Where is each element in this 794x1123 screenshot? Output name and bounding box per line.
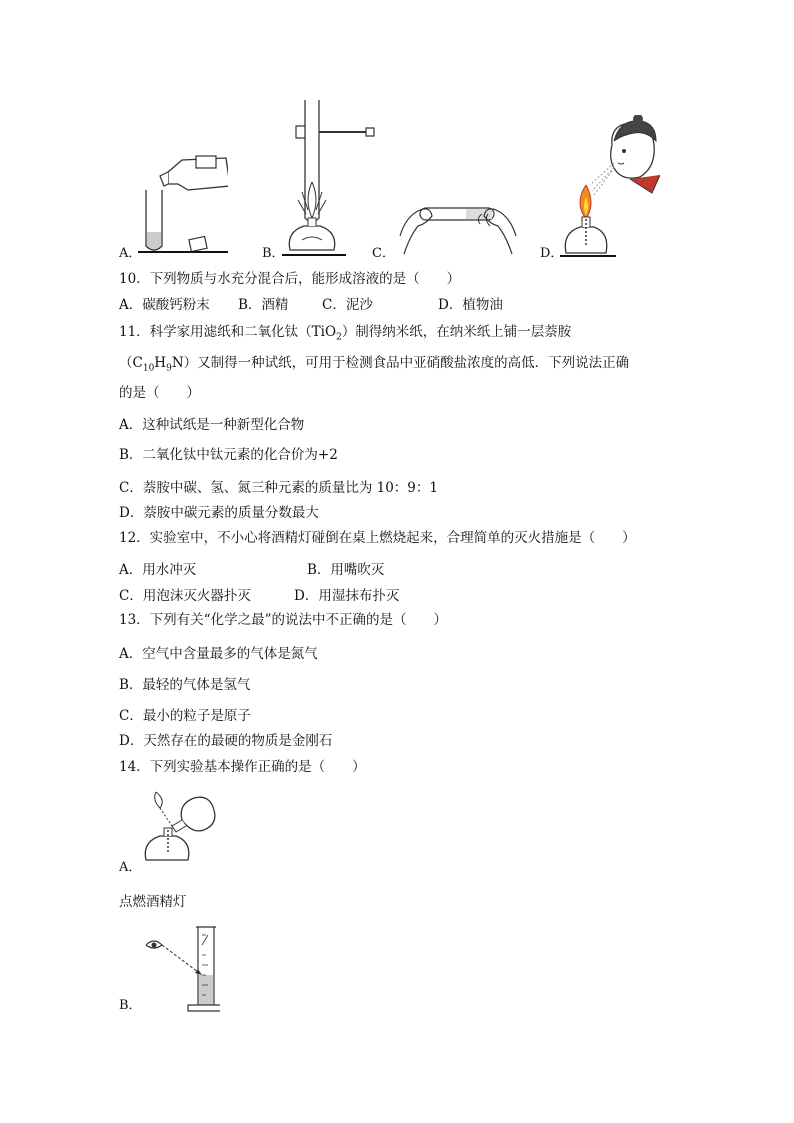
q14-label-b: B． [119, 998, 142, 1013]
q11-option-d: D．萘胺中碳元素的质量分数最大 [119, 505, 319, 521]
q13-option-a: A．空气中含量最多的气体是氮气 [119, 646, 318, 662]
q11-stem-line1 [119, 322, 571, 342]
q10-option-c: C．泥沙 [322, 297, 373, 313]
q11-stem-text-2m: H [154, 355, 167, 371]
fig-label-a: A． [119, 246, 142, 261]
figure-blow-lamp [560, 115, 660, 260]
figure-pour-liquid [138, 150, 228, 256]
q12-option-a: A．用水冲灭 [119, 562, 197, 578]
fig-label-b: B． [262, 246, 285, 261]
figure-shake-tube [396, 196, 521, 256]
q10-option-a: A．碳酸钙粉末 [119, 297, 210, 313]
q11-stem-sub-2b: 9 [166, 363, 172, 374]
q10-option-d: D．植物油 [438, 297, 503, 313]
figure-read-cylinder [140, 925, 220, 1020]
q11-stem-sub-1: 2 [336, 332, 342, 343]
q11-option-b: B．二氧化钛中钛元素的化合价为+2 [119, 447, 338, 463]
q14-stem: 14．下列实验基本操作正确的是（ ） [119, 759, 366, 775]
q13-stem: 13．下列有关“化学之最”的说法中不正确的是（ ） [119, 612, 447, 628]
q12-option-d: D．用湿抹布扑灭 [294, 588, 400, 604]
q13-option-d: D．天然存在的最硬的物质是金刚石 [119, 733, 333, 749]
q11-stem-text-1a: 11．科学家用滤纸和二氧化钛（TiO [119, 324, 337, 340]
q11-stem-line2 [119, 353, 629, 373]
q13-option-b: B．最轻的气体是氢气 [119, 677, 251, 693]
figure-heating-tube [282, 100, 377, 260]
q11-option-a: A．这种试纸是一种新型化合物 [119, 417, 305, 433]
q10-stem: 10．下列物质与水充分混合后，能形成溶液的是（ ） [119, 271, 461, 287]
q11-option-c: C．萘胺中碳、氢、氮三种元素的质量比为 10：9：1 [119, 480, 438, 496]
q11-stem-text-2b: N）又制得一种试纸，可用于检测食品中亚硝酸盐浓度的高低．下列说法正确 [171, 355, 630, 371]
q12-stem: 12．实验室中，不小心将酒精灯碰倒在桌上燃烧起来，合理简单的灭火措施是（ ） [119, 530, 636, 546]
q13-option-c: C．最小的粒子是原子 [119, 708, 251, 724]
figure-lamp-to-lamp [142, 790, 220, 866]
q12-option-b: B．用嘴吹灭 [307, 562, 385, 578]
q14-label-a: A． [119, 860, 142, 875]
q11-stem-text-2a: （C [119, 355, 143, 371]
q11-stem-line3: 的是（ ） [119, 385, 200, 401]
fig-label-c: C． [372, 246, 395, 261]
q11-stem-sub-2a: 10 [142, 363, 155, 374]
q11-stem-text-1b: ）制得纳米纸，在纳米纸上铺一层萘胺 [341, 324, 572, 340]
q14-caption-a: 点燃酒精灯 [119, 894, 187, 910]
q10-option-b: B．酒精 [238, 297, 289, 313]
fig-label-d: D． [540, 246, 564, 261]
q12-option-c: C．用泡沫灭火器扑灭 [119, 588, 251, 604]
